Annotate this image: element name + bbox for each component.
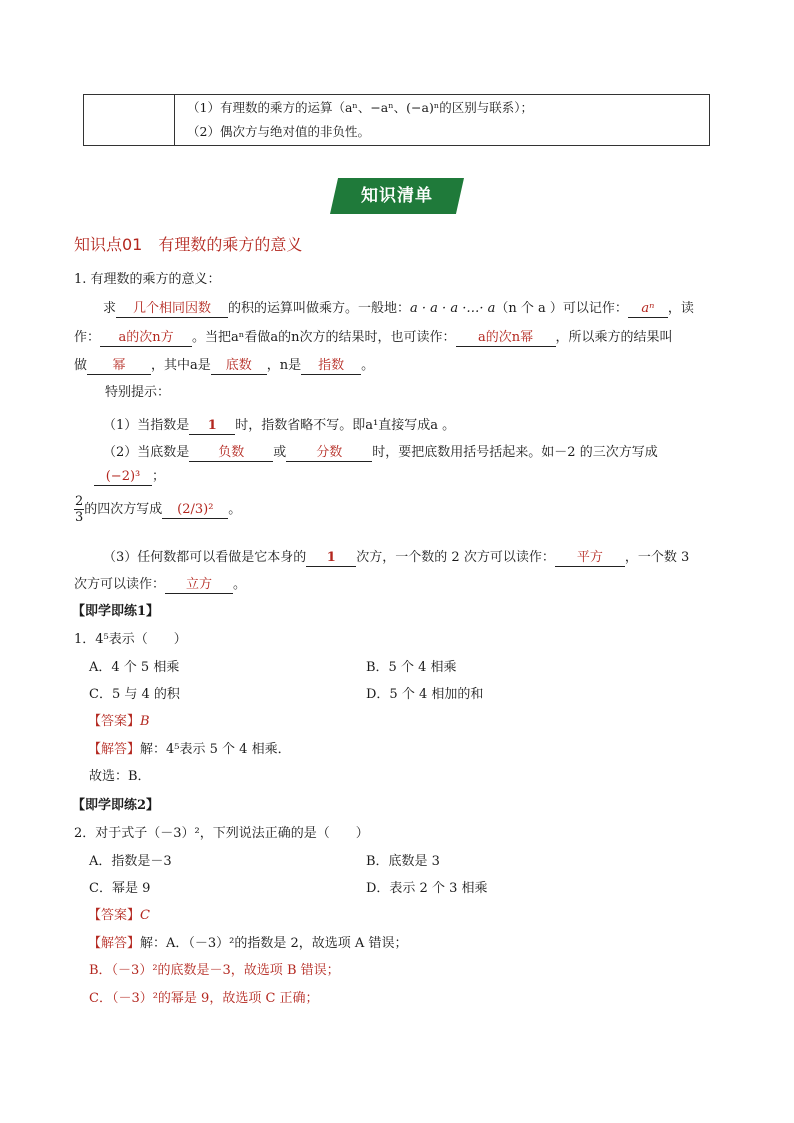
tip-blank-1: 1 xyxy=(189,419,235,435)
ex2-question: 2．对于式子（－3）²，下列说法正确的是（ ） xyxy=(74,826,369,841)
tip-1: （1）当指数是 1 时，指数省略不写。即a¹直接写成a 。 xyxy=(103,418,456,433)
tip-2: （2）当底数是 负数 或 分数 时，要把底数用括号括起来。如－2 的三次方写成 xyxy=(103,445,658,460)
tip-blank-3: 分数 xyxy=(286,446,372,462)
table-line-1: （1）有理数的乘方的运算（aⁿ、−aⁿ、(−a)ⁿ的区别与联系）； xyxy=(187,100,533,115)
ex2-answer: 【答案】C xyxy=(88,908,150,923)
p1-line2: 作： a的次n方 。当把aⁿ看做a的n次方的结果时，也可读作： a的次n幂 ，所以乘方的结果叫 xyxy=(74,330,673,345)
blank-6: 底数 xyxy=(211,359,267,375)
blank-7: 指数 xyxy=(301,359,361,375)
tip-2-frac-line: $\frac{2}{3}$ 的四次方写成 (2/3)² 。 xyxy=(75,494,242,525)
tips-heading: 特别提示： xyxy=(105,385,171,400)
blank-1: 几个相同因数 xyxy=(116,302,228,318)
banner-text: 知识清单 xyxy=(361,186,433,206)
p1-line3: 做 幂 ，其中a是 底数 ，n是 指数 。 xyxy=(74,358,375,373)
tip-blank-5: (2/3)² xyxy=(162,503,228,519)
section-banner xyxy=(330,178,464,214)
p1-heading: 1. 有理数的乘方的意义： xyxy=(74,272,221,287)
ex2-option-b: B．底数是 3 xyxy=(366,854,440,869)
ex1-tag: 【即学即练1】 xyxy=(72,604,160,619)
ex1-option-d: D．5 个 4 相加的和 xyxy=(366,687,484,702)
ex2-solution-3: C．（－3）²的幂是 9，故选项 C 正确； xyxy=(89,991,319,1006)
ex1-conclusion: 故选：B． xyxy=(89,769,151,784)
tip-blank-4: (−2)³ xyxy=(94,470,152,486)
blank-4: a的次n幂 xyxy=(456,331,556,347)
ex2-tag: 【即学即练2】 xyxy=(72,798,160,813)
ex1-option-a: A．4 个 5 相乘 xyxy=(89,660,180,675)
ex2-option-d: D．表示 2 个 3 相乘 xyxy=(366,881,488,896)
blank-3: a的次n方 xyxy=(100,331,192,347)
blank-5: 幂 xyxy=(87,359,151,375)
p1-line1: 求 几个相同因数 的积的运算叫做乘方。一般地：a · a · a ·…· a（n 个 a ）可以记作： aⁿ ，读 xyxy=(103,301,694,316)
ex1-solution: 【解答】解：4⁵表示 5 个 4 相乘． xyxy=(88,742,291,757)
ex1-option-b: B．5 个 4 相乘 xyxy=(366,660,457,675)
ex1-question: 1．4⁵表示（ ） xyxy=(74,632,187,647)
blank-2: aⁿ xyxy=(628,302,668,318)
tip-blank-8: 立方 xyxy=(165,578,233,594)
table-label-cell xyxy=(84,95,175,145)
tip-2-cont: (−2)³ ； xyxy=(94,465,165,486)
tip-blank-2: 负数 xyxy=(189,446,273,462)
tip-blank-7: 平方 xyxy=(555,551,625,567)
ex2-option-c: C．幂是 9 xyxy=(89,881,151,896)
table-line-2: （2）偶次方与绝对值的非负性。 xyxy=(187,124,370,139)
ex2-solution: 【解答】解：A．（－3）²的指数是 2，故选项 A 错误； xyxy=(88,936,408,951)
ex1-option-c: C．5 与 4 的积 xyxy=(89,687,180,702)
ex2-option-a: A．指数是－3 xyxy=(89,854,172,869)
ex1-answer: 【答案】B xyxy=(88,714,150,729)
tip-3: （3）任何数都可以看做是它本身的 1 次方，一个数的 2 次方可以读作： 平方 ，一个数 3 xyxy=(103,550,690,565)
objectives-table xyxy=(83,94,710,146)
ex2-solution-2: B．（－3）²的底数是－3，故选项 B 错误； xyxy=(89,963,340,978)
section-title: 知识点01 有理数的乘方的意义 xyxy=(74,235,303,254)
tip-blank-6: 1 xyxy=(306,551,356,567)
tip-3-cont: 次方可以读作： 立方 。 xyxy=(74,577,247,592)
